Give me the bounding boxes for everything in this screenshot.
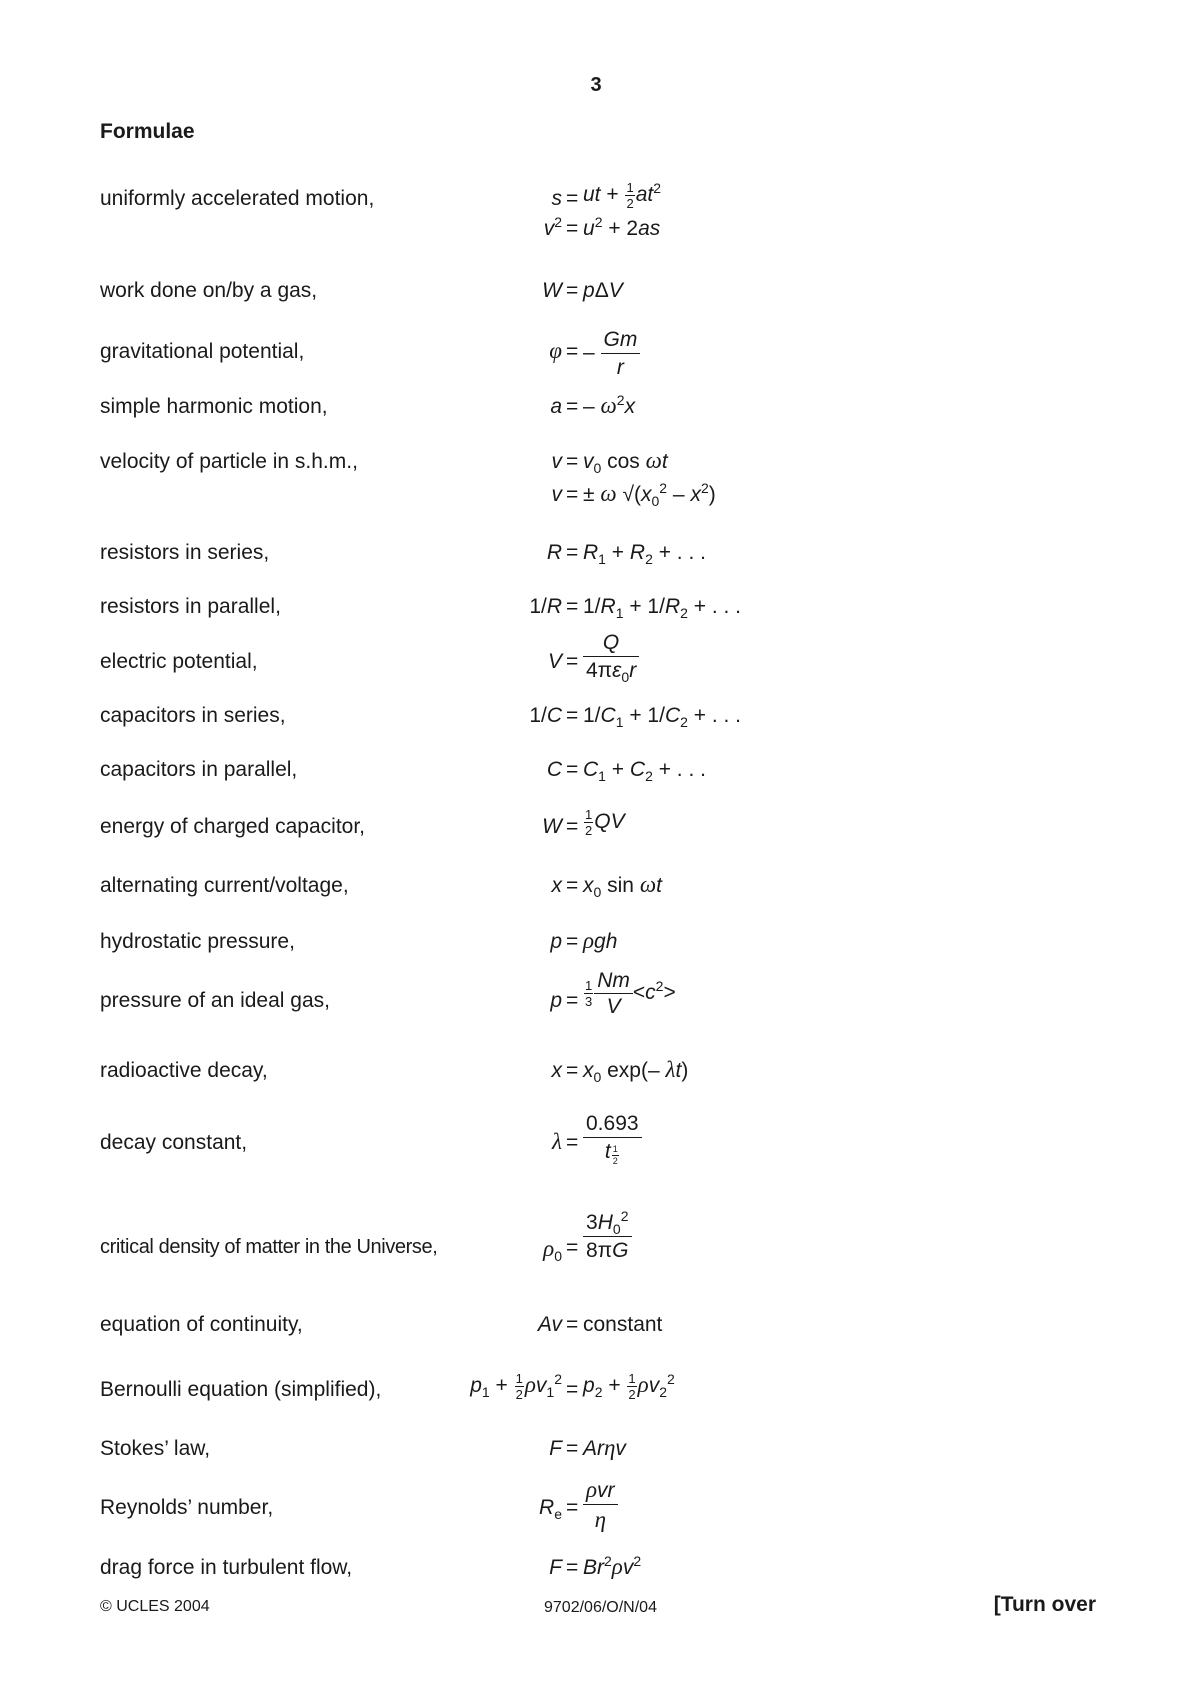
formula-lhs: v: [551, 483, 562, 506]
equals-sign: =: [566, 1437, 579, 1460]
label-reynolds: Reynolds’ number,: [100, 1496, 274, 1519]
equals-sign: =: [566, 595, 579, 618]
formula-reynolds: $\frac{\text{ρvr}}{\eta}$: [583, 1478, 618, 1531]
formula-lhs: C: [546, 758, 562, 781]
label-ideal-gas: pressure of an ideal gas,: [100, 989, 330, 1012]
formula-work-gas: pΔV: [583, 279, 623, 302]
equals-sign: =: [566, 930, 579, 953]
formula-resistors-parallel: $1/R_1 + 1/R_2$ + . . .: [583, 595, 742, 622]
label-capacitor-energy: energy of charged capacitor,: [100, 815, 366, 838]
formula-continuity: constant: [583, 1313, 663, 1336]
formula-decay-constant: 0.693 t $\frac{1}{2}$: [583, 1113, 642, 1166]
formula-velocity-shm-1: $v_0$ cos ωt: [583, 448, 668, 477]
formula-suvat-1: ut + $\frac{1}{2}$ $at^2$: [583, 180, 661, 211]
formula-lhs: x: [551, 1059, 562, 1082]
formula-ideal-gas: $\frac{1}{3}$ $\frac{Nm}{V}$ $<c^2>$: [585, 969, 676, 1018]
formula-bernoulli: $p_2$ + $\frac{1}{2}$ $\rho v_2^2$: [583, 1371, 675, 1402]
equals-sign: =: [566, 217, 579, 240]
formula-lhs: p: [550, 930, 562, 953]
label-critical-density: critical density of matter in the Universe,: [100, 1236, 438, 1258]
equals-sign: =: [566, 541, 579, 564]
formula-lhs: a: [550, 395, 562, 418]
formula-lhs: F: [549, 1437, 562, 1460]
formula-lhs: 1/R: [529, 595, 562, 618]
footer-paper-code: 9702/06/O/N/04: [544, 1599, 657, 1616]
formula-lhs: x: [551, 874, 562, 897]
footer-copyright: © UCLES 2004: [100, 1598, 210, 1615]
formula-lhs: v: [551, 450, 562, 473]
formula-velocity-shm-2: ± ω $√(x_0^2 - x^2)$: [583, 480, 716, 510]
equals-sign: =: [566, 650, 579, 673]
label-electric-potential: electric potential,: [100, 650, 258, 673]
formula-electric-potential: $\frac{Q}{4\pi\varepsilon_0r}$: [583, 632, 639, 681]
equals-sign: =: [566, 340, 579, 363]
formula-capacitors-parallel: $C_1 + C_2$ + . . .: [583, 758, 706, 785]
label-shm: simple harmonic motion,: [100, 395, 328, 418]
formula-capacitor-energy: $\frac{1}{2}$ QV: [585, 807, 625, 838]
equals-sign: =: [566, 1059, 579, 1082]
label-decay-constant: decay constant,: [100, 1131, 248, 1154]
equals-sign: =: [566, 704, 579, 727]
formula-lhs: W: [542, 815, 562, 838]
label-hydrostatic: hydrostatic pressure,: [100, 930, 295, 953]
equals-sign: =: [566, 1496, 579, 1519]
formula-lhs: W: [542, 279, 562, 302]
label-capacitors-series: capacitors in series,: [100, 704, 286, 727]
footer-turn-over: [Turn over: [993, 1593, 1096, 1616]
formula-hydrostatic: ρgh: [583, 928, 618, 953]
formula-lhs: Av: [537, 1313, 562, 1336]
formula-drag: $Br^2\rho v^2$: [583, 1553, 642, 1579]
equals-sign: =: [566, 758, 579, 781]
label-velocity-shm: velocity of particle in s.h.m.,: [100, 450, 358, 473]
formula-lhs: $p_1$ + $\frac{1}{2}$ $\rho v_1^2$: [470, 1371, 562, 1402]
equals-sign: =: [566, 1556, 579, 1579]
label-grav-potential: gravitational potential,: [100, 340, 305, 363]
formula-suvat-2: $u^2 + 2as$: [583, 214, 661, 240]
formula-lhs: 1/C: [529, 704, 562, 727]
equals-sign: =: [566, 279, 579, 302]
label-resistors-series: resistors in series,: [100, 541, 270, 564]
equals-sign: =: [566, 395, 579, 418]
formula-lhs: F: [549, 1556, 562, 1579]
equals-sign: =: [566, 989, 579, 1012]
formula-critical-density: $\frac{3H_0^2}{8\pi G}$: [583, 1212, 632, 1261]
label-stokes: Stokes’ law,: [100, 1437, 211, 1460]
equals-sign: =: [566, 1378, 579, 1401]
label-accelerated-motion: uniformly accelerated motion,: [100, 187, 375, 210]
equals-sign: =: [566, 1313, 579, 1336]
page-number: 3: [590, 74, 602, 96]
formula-resistors-series: $R_1 + R_2$ + . . .: [583, 541, 706, 568]
formula-lhs: $v^2$: [543, 214, 562, 240]
formula-ac: $x_0$ sin ωt: [583, 872, 662, 901]
formula-lhs: R: [546, 541, 562, 564]
equals-sign: =: [566, 815, 579, 838]
formula-lhs: $R_e$: [539, 1496, 562, 1523]
formula-lhs: $\rho_0$: [543, 1236, 562, 1265]
formula-shm: – $\omega^2x$: [583, 392, 636, 418]
equals-sign: =: [566, 187, 579, 210]
formula-lhs: λ: [552, 1129, 562, 1154]
formula-radioactive-decay: $x_0$ exp(– λt): [583, 1057, 689, 1086]
label-capacitors-parallel: capacitors in parallel,: [100, 758, 298, 781]
equals-sign: =: [566, 483, 579, 506]
label-ac: alternating current/voltage,: [100, 874, 349, 897]
formula-capacitors-series: $1/C_1 + 1/C_2$ + . . .: [583, 704, 742, 731]
formula-lhs: p: [550, 989, 562, 1012]
label-resistors-parallel: resistors in parallel,: [100, 595, 281, 618]
label-radioactive-decay: radioactive decay,: [100, 1059, 268, 1082]
label-drag: drag force in turbulent flow,: [100, 1556, 353, 1579]
equals-sign: =: [566, 450, 579, 473]
equals-sign: =: [566, 1131, 579, 1154]
formula-lhs: φ: [549, 338, 562, 363]
formulae-heading: Formulae: [100, 120, 195, 143]
label-work-gas: work done on/by a gas,: [100, 279, 318, 302]
formula-grav-potential: – $\frac{Gm}{r}$: [583, 329, 640, 378]
equals-sign: =: [566, 1236, 579, 1259]
formula-stokes: Arηv: [583, 1435, 626, 1460]
label-bernoulli: Bernoulli equation (simplified),: [100, 1378, 382, 1401]
label-continuity: equation of continuity,: [100, 1313, 303, 1336]
formula-lhs: V: [547, 650, 562, 673]
equals-sign: =: [566, 874, 579, 897]
formula-lhs: s: [551, 187, 562, 210]
